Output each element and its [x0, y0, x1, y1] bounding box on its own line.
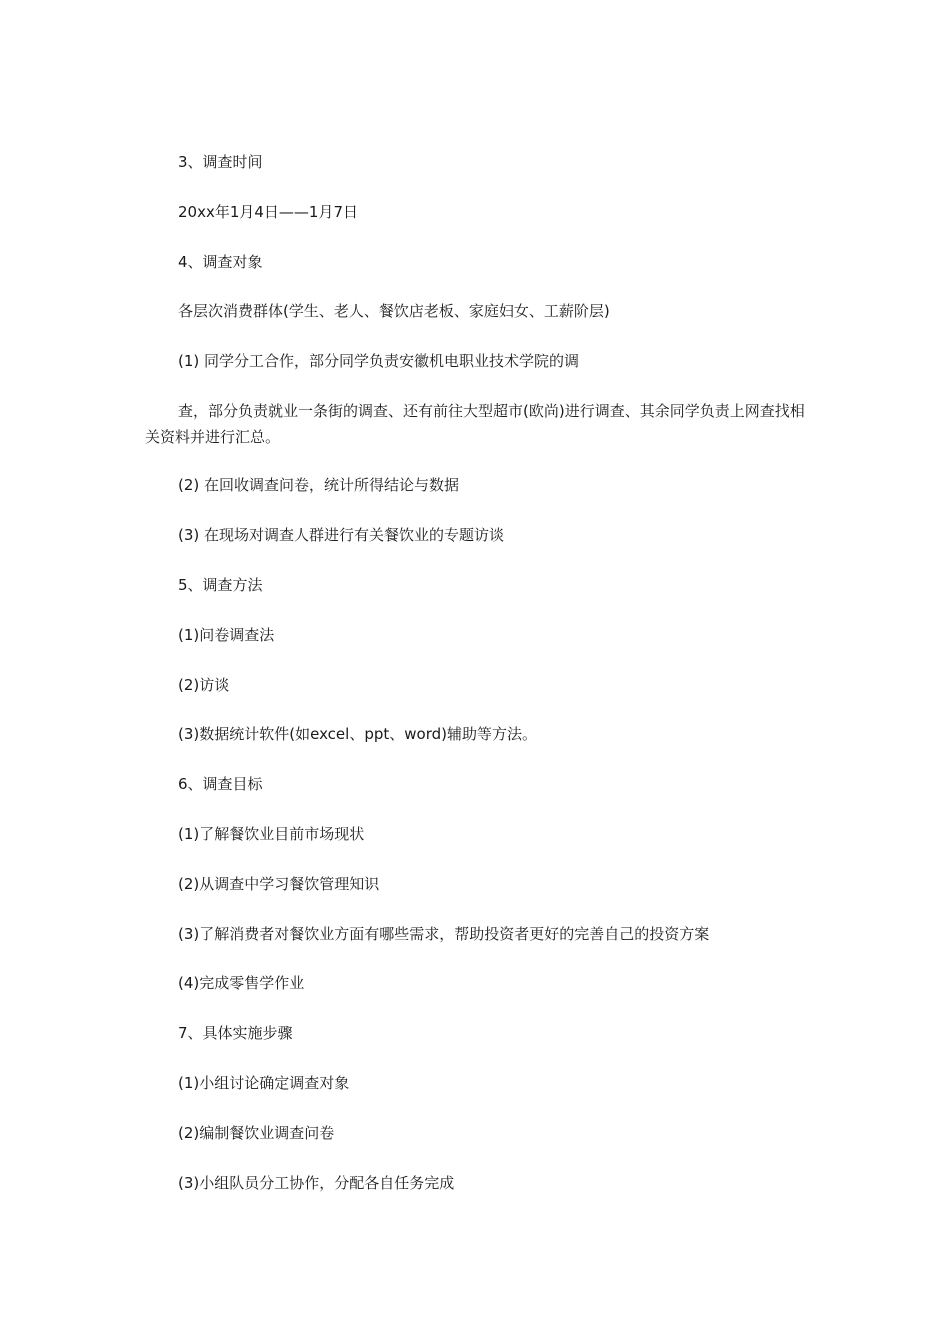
step-item-2: (2)编制餐饮业调查问卷: [178, 1124, 335, 1142]
section-heading-survey-subjects: 4、调查对象: [178, 253, 263, 271]
method-item-1: (1)问卷调查法: [178, 626, 275, 644]
step-item-3: (3)小组队员分工协作，分配各自任务完成: [178, 1174, 455, 1192]
goal-item-2: (2)从调查中学习餐饮管理知识: [178, 875, 380, 893]
section-heading-survey-time: 3、调查时间: [178, 153, 263, 171]
goal-item-1: (1)了解餐饮业目前市场现状: [178, 825, 365, 843]
section-heading-survey-goals: 6、调查目标: [178, 775, 263, 793]
section-heading-survey-methods: 5、调查方法: [178, 576, 263, 594]
method-item-3: (3)数据统计软件(如excel、ppt、word)辅助等方法。: [178, 725, 537, 743]
goal-item-3: (3)了解消费者对餐饮业方面有哪些需求，帮助投资者更好的完善自己的投资方案: [178, 925, 710, 943]
consumer-groups-text: 各层次消费群体(学生、老人、餐饮店老板、家庭妇女、工薪阶层): [178, 302, 610, 320]
subject-item-1: (1) 同学分工合作，部分同学负责安徽机电职业技术学院的调: [178, 352, 580, 370]
survey-date-range: 20xx年1月4日——1月7日: [178, 203, 359, 221]
subject-item-2: (2) 在回收调查问卷，统计所得结论与数据: [178, 476, 460, 494]
subject-item-1-continuation: 查，部分负责就业一条街的调查、还有前往大型超市(欧尚)进行调查、其余同学负责上网查找相关资料并进行汇总。: [145, 402, 805, 446]
subject-item-3: (3) 在现场对调查人群进行有关餐饮业的专题访谈: [178, 526, 505, 544]
goal-item-4: (4)完成零售学作业: [178, 974, 305, 992]
section-heading-implementation-steps: 7、具体实施步骤: [178, 1024, 293, 1042]
step-item-1: (1)小组讨论确定调查对象: [178, 1074, 350, 1092]
method-item-2: (2)访谈: [178, 676, 230, 694]
